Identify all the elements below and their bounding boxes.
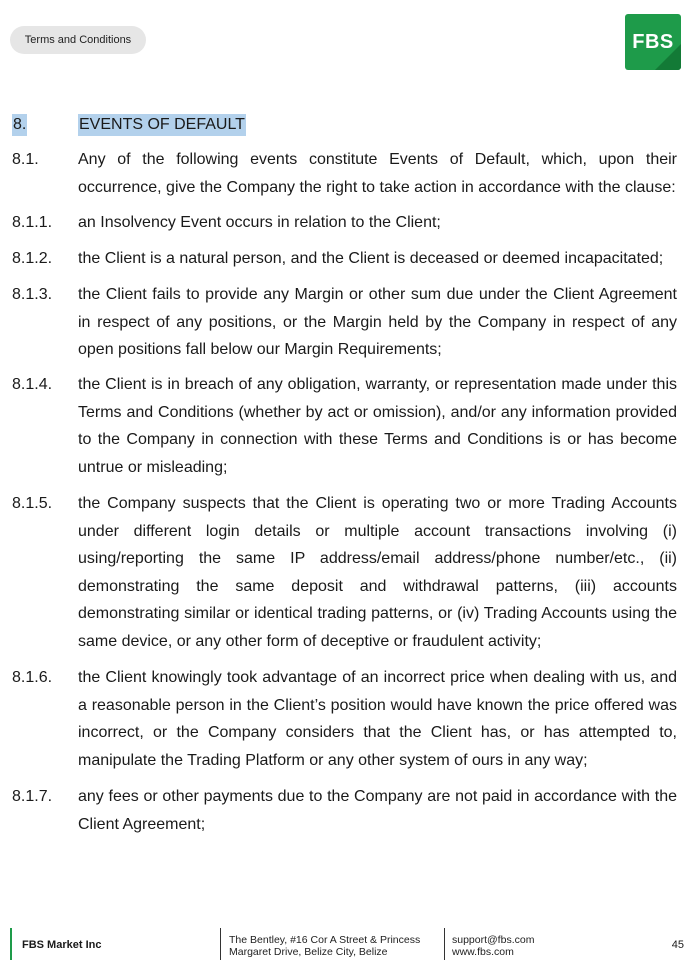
clause-8-1-6 [12,664,677,774]
clause-number: 8.1.5. [12,495,53,512]
clause-8-1-1 [12,209,677,237]
footer-address [229,934,420,958]
clause-8-1-5 [12,490,677,655]
clause-8-1-2 [12,245,677,273]
clause-8-1-4 [12,371,677,481]
section-heading [12,114,678,136]
footer-address-line2: Margaret Drive, Belize City, Belize [229,946,388,958]
page-number: 45 [671,939,684,951]
fbs-logo [625,14,681,70]
clause-text: the Company suspects that the Client is operating two or more Trading Accounts under different login details or multiple account transactions involving (i) using/reporting the same IP address/email address/phone number/etc., (ii) demonstrating the same deposit and withdrawal patterns, (iii) accounts demonstrating similar or identical trading patterns, or (iv) Trading Accounts using the same device, or any other form of deceptive or fraudulent activity; [78,495,677,650]
section-number: 8. [12,114,27,136]
clause-number: 8.1.6. [12,669,53,686]
footer-company-name: FBS Market Inc [22,939,102,951]
clause-text: the Client is in breach of any obligation, warranty, or representation made under this Terms and Conditions (whether by act or omission), and/or any information provided to the Company in connection with these Terms and Conditions is or has become untrue or misleading; [78,376,677,476]
footer-website: www.fbs.com [452,946,514,958]
footer-email: support@fbs.com [452,934,535,946]
clause-number: 8.1.1. [12,214,53,231]
clause-text: the Client knowingly took advantage of an incorrect price when dealing with us, and a reasonable person in the Client’s position would have known the price offered was incorrect, or the Company considers that the Client has, or has attempted to, manipulate the Trading Platform or any other system of ours in any way; [78,669,677,769]
section-title: EVENTS OF DEFAULT [78,114,246,136]
footer-divider [444,928,445,960]
clause-8-1-3 [12,281,677,364]
footer-address-line1: The Bentley, #16 Cor A Street & Princess [229,934,421,946]
clause-8-1 [12,146,677,201]
logo-text: FBS [632,31,674,53]
footer-divider [220,928,221,960]
clause-text: an Insolvency Event occurs in relation to the Client; [78,214,441,231]
clause-text: the Client is a natural person, and the Client is deceased or deemed incapacitated; [78,250,664,267]
clause-number: 8.1. [12,151,39,168]
clause-number: 8.1.7. [12,788,53,805]
document-title-tab: Terms and Conditions [10,26,146,54]
clause-text: Any of the following events constitute Events of Default, which, upon their occurrence, give the Company the right to take action in accordance with the clause: [78,151,677,196]
footer-accent-bar [10,928,12,960]
clause-text: any fees or other payments due to the Company are not paid in accordance with the Client Agreement; [78,788,677,833]
clause-number: 8.1.2. [12,250,53,267]
clause-8-1-7 [12,783,677,838]
clause-number: 8.1.4. [12,376,53,393]
clause-number: 8.1.3. [12,286,53,303]
footer-contact [452,934,534,958]
clause-text: the Client fails to provide any Margin or other sum due under the Client Agreement in respect of any positions, or the Margin held by the Company in respect of any open positions fall below our Margin Requirements; [78,286,677,358]
